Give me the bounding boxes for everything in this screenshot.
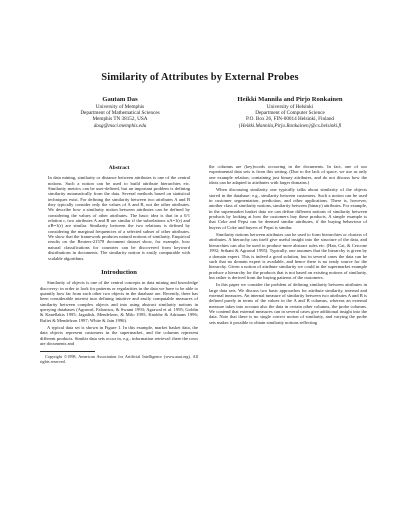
- author-affiliation: Department of Computer Science: [255, 110, 325, 117]
- author-name: Gautam Das: [102, 96, 138, 103]
- left-column: [40, 166, 198, 366]
- right-column: [209, 164, 367, 327]
- body-paragraph: In this paper we consider the problem of defining similarity between attributes in large data sets. We discuss two basic approaches for attribute similarity, internal and external measures. An internal measure of similarity between two attributes A and B is defined purely in terms of the values in the A and B columns, whereas an external measure takes into account also the data in certain other columns, the probe columns. We contend that external measures can in several cases give additional insight into the data. Note that there is no single correct notion of similarity, and varying the probe sets makes it possible to obtain similarity notions reflecting: [209, 282, 367, 325]
- author-address: Memphis TN 38152, USA: [92, 116, 148, 123]
- author-email: dasg@msci.memphis.edu: [93, 122, 147, 129]
- author-block-mannila-ronkainen: [210, 96, 370, 129]
- body-paragraph: A typical data set is shown in Figure 1. In this example, market basket data, the data objects represent customers in the supermarket, and the columns represent different products. Similar data sets occur in, e.g., information retrieval: there the rows are documents and: [40, 324, 198, 346]
- author-name: Heikki Mannila and Pirjo Ronkainen: [237, 96, 343, 103]
- author-block-das: [40, 96, 200, 129]
- abstract-text: In data mining, similarity or distance between attributes is one of the central notions. Such a notion can be used to build attribute hierarchies etc. Similarity metrics can be user-defined, but an important problem is defining similarity automatically from the data. Several methods based on statistical techniques exist. For defining the similarity between two attributes A and B they typically consider only the values of A and B, not the other attributes. We describe how a similarity notion between attributes can be defined by considering the values of other attributes. The basic idea is that in a 0/1 relation r, two attributes A and B are similar if the subrelations σA=1(r) and σB=1(r) are similar. Similarity between the two relations is defined by considering the marginal frequencies of a selected subset of other attributes. We show that the framework produces natural notions of similarity. Empirical results on the Reuters-21578 document dataset show, for example, how natural classifications for countries can be discovered from keyword distributions in documents. The similarity notion is easily computable with scalable algorithms.: [48, 175, 190, 261]
- paper-title: Similarity of Attributes by External Probes: [101, 72, 299, 83]
- copyright-footnote: Copyright ©1998, American Association for Artificial Intelligence (www.aaai.org). All rights reserved.: [40, 354, 198, 365]
- body-paragraph: the columns are (key)words occurring in the documents. In fact, one of our experimental data sets is from this setting. (Due to the lack of space, we use as only one example relation, containing just binary attributes, and do not discuss how the ideas can be adapted to attributes with larger domains.): [209, 164, 367, 186]
- author-affiliation: Department of Mathematical Sciences: [80, 110, 160, 117]
- author-address: P.O. Box 26, FIN-00014 Helsinki, Finland: [245, 116, 335, 123]
- author-affiliation: University of Helsinki: [266, 104, 314, 110]
- author-affiliation: University of Memphis: [95, 104, 145, 110]
- abstract-heading: Abstract: [108, 165, 130, 171]
- body-paragraph: Similarity of objects is one of the central concepts in data mining and knowledge discovery: in order to look for patterns or regularities in the data we have to be able to quantify how far from each other two objects in the database are. Recently, there has been considerable interest into defining intuitive and easily computable measures of similarity between complex objects and into using abstract similarity notions in querying databases (Agrawal, Faloutsos, & Swami 1993; Agrawal et al. 1995; Goldin & Kanellakis 1995; Jagadish, Mendelzon, & Milo 1995; Knobbe & Adriaans 1996; Rafiei & Mendelzon 1997; White & Jain 1996).: [40, 280, 198, 323]
- body-paragraph: Similarity notions between attributes can be used to form hierarchies or clusters of attributes. A hierarchy can itself give useful insight into the structure of the data, and hierarchies can also be used to produce more abstract rules etc. (Han, Cai, & Cercone 1992; Srikant & Agrawal 1995). Typically, one assumes that the hierarchy is given by a domain expert. This is indeed a good solution, but in several cases the data can be such that no domain expert is available, and hence there is no ready source for the hierarchy. Given a notion of attribute similarity we could in the supermarket example produce a hierarchy for the products that is not based on existing notions of similarity, but rather is derived from the buying patterns of the customers.: [209, 232, 367, 280]
- footnote-rule: [40, 351, 95, 352]
- body-paragraph: When discussing similarity one typically talks about similarity of the objects stored in the database: e.g., similarity between customers. Such a notion can be used in customer segmentation, prediction, and other applications. There is, however, another class of similarity notions, similarity between (binary) attributes. For example, in the supermarket basket data we can define different notions of similarity between products by looking at how the customers buy these products. A simple example is that Coke and Pepsi can be deemed similar attributes, if the buying behaviour of buyers of Coke and buyers of Pepsi is similar.: [209, 187, 367, 230]
- introduction-heading: Introduction: [101, 268, 137, 276]
- author-email: {Heikki.Mannila,Pirjo.Ronkainen}@cs.helsinki.fi: [238, 122, 342, 129]
